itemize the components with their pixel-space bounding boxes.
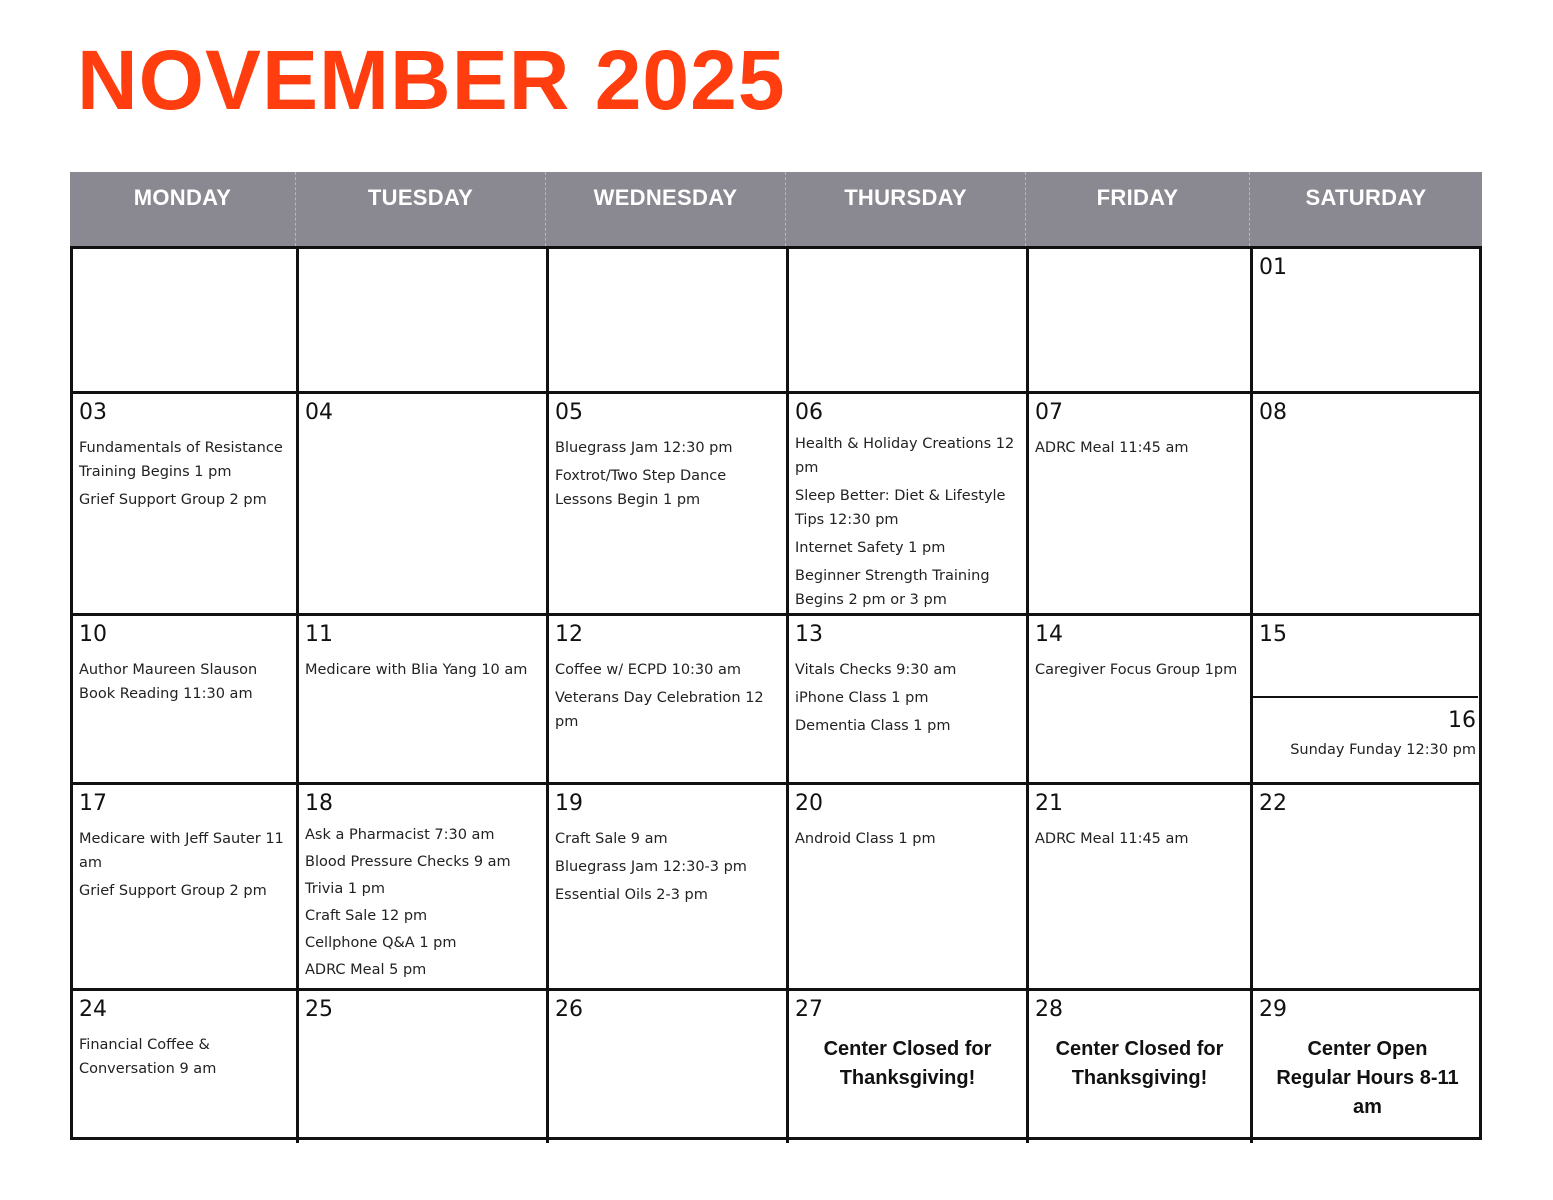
day-cell-10: [73, 616, 299, 785]
day-cell-18: [299, 785, 549, 991]
calendar: [70, 172, 1482, 1140]
day-cell-29: [1253, 991, 1482, 1143]
day-cell-24: [73, 991, 299, 1143]
day-number: 12: [555, 622, 583, 647]
day-number: 22: [1259, 791, 1287, 816]
day-cell-08: [1253, 394, 1482, 616]
day-cell-21: [1029, 785, 1253, 991]
event-item: Veterans Day Celebration 12 pm: [555, 690, 764, 730]
event-item: Cellphone Q&A 1 pm: [305, 935, 457, 951]
event-item: Android Class 1 pm: [795, 831, 936, 847]
day-number: 19: [555, 791, 583, 816]
day-cell-06: [789, 394, 1029, 616]
day-cell-27: [789, 991, 1029, 1143]
weekday-header-saturday: SATURDAY: [1305, 185, 1427, 210]
day-number: 25: [305, 997, 333, 1022]
day-number: 28: [1035, 997, 1063, 1022]
day-number: 14: [1035, 622, 1063, 647]
day-number: 26: [555, 997, 583, 1022]
day-number: 05: [555, 400, 583, 425]
event-item: ADRC Meal 11:45 am: [1035, 831, 1189, 847]
event-item: Vitals Checks 9:30 am: [795, 662, 957, 678]
day-number: 07: [1035, 400, 1063, 425]
day-cell-12: [549, 616, 789, 785]
day-cell-empty: [1029, 249, 1253, 394]
day-number: 29: [1259, 997, 1287, 1022]
day-number: 08: [1259, 400, 1287, 425]
weekday-header: [70, 172, 1482, 246]
day-cell-empty: [789, 249, 1029, 394]
event-list: [79, 658, 292, 710]
weekday-header-monday: MONDAY: [70, 172, 296, 246]
day-cell-20: [789, 785, 1029, 991]
day-number: 15: [1259, 622, 1287, 647]
day-number: 21: [1035, 791, 1063, 816]
event-item: Grief Support Group 2 pm: [79, 492, 267, 508]
day-number: 01: [1259, 255, 1287, 280]
day-cell-07: [1029, 394, 1253, 616]
event-list: [555, 827, 782, 911]
day-cell-25: [299, 991, 549, 1143]
day-cell-15: [1253, 616, 1482, 785]
weekday-header-thursday: THURSDAY: [786, 172, 1026, 246]
day-number: 17: [79, 791, 107, 816]
event-list: [79, 436, 292, 516]
event-item: Author Maureen Slauson Book Reading 11:30 am: [79, 662, 258, 702]
event-item: ADRC Meal 5 pm: [305, 962, 427, 978]
day-cell-04: [299, 394, 549, 616]
event-item: Sleep Better: Diet & Lifestyle Tips 12:30 pm: [795, 488, 1006, 528]
event-list: [1035, 436, 1246, 464]
event-item: Financial Coffee & Conversation 9 am: [79, 1037, 217, 1077]
day-cell-13: [789, 616, 1029, 785]
sunday-event-item: Sunday Funday 12:30 pm: [1290, 742, 1476, 758]
event-item: iPhone Class 1 pm: [795, 690, 929, 706]
event-item: Coffee w/ ECPD 10:30 am: [555, 662, 742, 678]
day-number: 04: [305, 400, 333, 425]
day-cell-11: [299, 616, 549, 785]
day-number: 20: [795, 791, 823, 816]
event-item: Beginner Strength Training Begins 2 pm or 3 pm: [795, 568, 990, 608]
day-number: 06: [795, 400, 823, 425]
center-notice: Center Open Regular Hours 8-11 am: [1276, 1038, 1459, 1118]
event-item: Bluegrass Jam 12:30-3 pm: [555, 859, 747, 875]
event-list: [305, 658, 542, 686]
center-notice: Center Closed for Thanksgiving!: [823, 1038, 992, 1089]
event-item: ADRC Meal 11:45 am: [1035, 440, 1189, 456]
day-number: 03: [79, 400, 107, 425]
event-item: Medicare with Blia Yang 10 am: [305, 662, 528, 678]
event-list: [795, 827, 1022, 855]
event-item: Foxtrot/Two Step Dance Lessons Begin 1 pm: [555, 468, 727, 508]
event-item: Internet Safety 1 pm: [795, 540, 946, 556]
event-item: Blood Pressure Checks 9 am: [305, 854, 511, 870]
day-cell-05: [549, 394, 789, 616]
event-item: Trivia 1 pm: [305, 881, 385, 897]
day-cell-17: [73, 785, 299, 991]
weekday-header-friday: FRIDAY: [1026, 172, 1250, 246]
event-item: Bluegrass Jam 12:30 pm: [555, 440, 733, 456]
event-item: Caregiver Focus Group 1pm: [1035, 662, 1238, 678]
event-list: [79, 1033, 292, 1085]
event-list: [555, 658, 782, 738]
day-cell-empty: [549, 249, 789, 394]
event-list: [1035, 658, 1246, 686]
calendar-grid: [70, 246, 1482, 1140]
event-list: [795, 432, 1022, 616]
event-item: Craft Sale 12 pm: [305, 908, 428, 924]
event-list: [305, 823, 542, 985]
day-cell-empty: [73, 249, 299, 394]
day-cell-26: [549, 991, 789, 1143]
event-list: [795, 658, 1022, 742]
center-notice: Center Closed for Thanksgiving!: [1055, 1038, 1224, 1089]
day-number: 27: [795, 997, 823, 1022]
day-number: 13: [795, 622, 823, 647]
event-item: Fundamentals of Resistance Training Begins 1 pm: [79, 440, 283, 480]
day-number: 10: [79, 622, 107, 647]
event-list: [1035, 827, 1246, 855]
day-cell-19: [549, 785, 789, 991]
event-item: Essential Oils 2-3 pm: [555, 887, 708, 903]
day-cell-01: [1253, 249, 1482, 394]
day-cell-22: [1253, 785, 1482, 991]
weekday-header-tuesday: TUESDAY: [296, 172, 546, 246]
sunday-day-number: 16: [1448, 708, 1476, 733]
day-number: 11: [305, 622, 333, 647]
event-item: Ask a Pharmacist 7:30 am: [305, 827, 495, 843]
day-cell-28: [1029, 991, 1253, 1143]
day-cell-03: [73, 394, 299, 616]
weekday-header-wednesday: WEDNESDAY: [546, 172, 786, 246]
event-list: [555, 436, 782, 516]
event-item: Medicare with Jeff Sauter 11 am: [79, 831, 284, 871]
event-list: [79, 827, 292, 907]
day-number: 24: [79, 997, 107, 1022]
day-number: 18: [305, 791, 333, 816]
event-item: Grief Support Group 2 pm: [79, 883, 267, 899]
event-item: Health & Holiday Creations 12 pm: [795, 436, 1015, 476]
event-item: Craft Sale 9 am: [555, 831, 668, 847]
day-cell-14: [1029, 616, 1253, 785]
weekend-divider: [1253, 696, 1478, 698]
event-item: Dementia Class 1 pm: [795, 718, 951, 734]
day-cell-empty: [299, 249, 549, 394]
page-title: NOVEMBER 2025: [77, 33, 786, 127]
